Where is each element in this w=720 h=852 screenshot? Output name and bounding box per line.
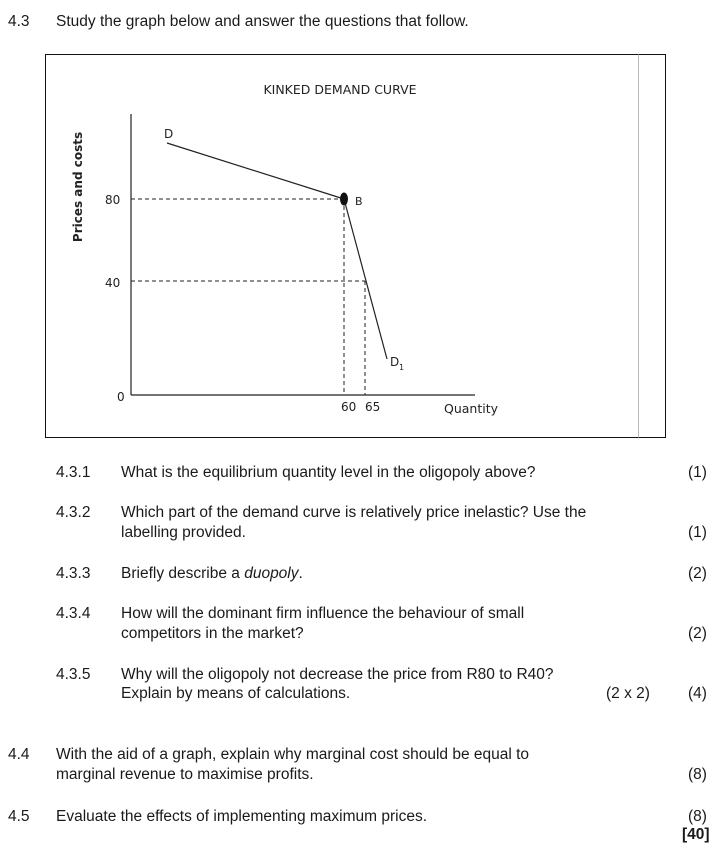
q433-text-italic: duopoly: [244, 565, 299, 582]
y-tick-80: 80: [105, 193, 121, 207]
q44-number: 4.4: [8, 746, 30, 763]
q45-number: 4.5: [8, 808, 30, 825]
section-instruction: Study the graph below and answer the questions that follow.: [56, 13, 469, 30]
q44-text-line1: With the aid of a graph, explain why marginal cost should be equal to: [56, 746, 530, 763]
q45-text: Evaluate the effects of implementing maximum prices.: [56, 808, 428, 825]
q433-number: 4.3.3: [56, 565, 91, 582]
q45-marks: (8): [688, 808, 707, 825]
q435-number: 4.3.5: [56, 666, 91, 683]
chart-title: KINKED DEMAND CURVE: [263, 82, 417, 97]
q435-marks: (4): [688, 685, 707, 702]
y-tick-40: 40: [105, 276, 121, 290]
label-b: B: [355, 195, 363, 208]
q434-number: 4.3.4: [56, 605, 91, 622]
kink-point-b: [340, 193, 348, 206]
y-tick-0: 0: [117, 390, 125, 404]
q432-text-line2: labelling provided.: [121, 524, 246, 541]
kinked-demand-chart: [45, 54, 645, 438]
q431-marks: (1): [688, 464, 707, 481]
demand-elastic-segment: [167, 143, 344, 199]
label-d: D: [164, 127, 174, 141]
q435-text-line2: Explain by means of calculations.: [121, 685, 351, 702]
y-axis-label: Prices and costs: [71, 131, 85, 243]
q433-text: [121, 565, 303, 583]
q433-text-after: .: [298, 565, 303, 582]
q433-text-before: Briefly describe a: [121, 565, 245, 582]
x-tick-60: 60: [341, 400, 357, 414]
total-marks: [40]: [682, 826, 710, 843]
q432-text-line1: Which part of the demand curve is relatively price inelastic? Use the: [121, 504, 587, 521]
x-axis-label: Quantity: [444, 401, 499, 416]
demand-inelastic-segment: [344, 199, 387, 359]
q432-marks: (1): [688, 524, 707, 541]
label-d1: D: [390, 355, 400, 369]
q434-marks: (2): [688, 625, 707, 642]
section-number: 4.3: [8, 13, 30, 30]
q431-text: What is the equilibrium quantity level in the oligopoly above?: [121, 464, 536, 481]
q44-text-line2: marginal revenue to maximise profits.: [56, 766, 314, 783]
q433-marks: (2): [688, 565, 707, 582]
q435-sub-marks: (2 x 2): [606, 685, 650, 702]
label-d1-sub: 1: [399, 363, 405, 372]
q435-text-line1: Why will the oligopoly not decrease the price from R80 to R40?: [121, 666, 554, 683]
q431-number: 4.3.1: [56, 464, 91, 481]
q434-text-line1: How will the dominant firm influence the behaviour of small: [121, 605, 525, 622]
q432-number: 4.3.2: [56, 504, 91, 521]
x-tick-65: 65: [365, 400, 381, 414]
q434-text-line2: competitors in the market?: [121, 625, 304, 642]
q44-marks: (8): [688, 766, 707, 783]
